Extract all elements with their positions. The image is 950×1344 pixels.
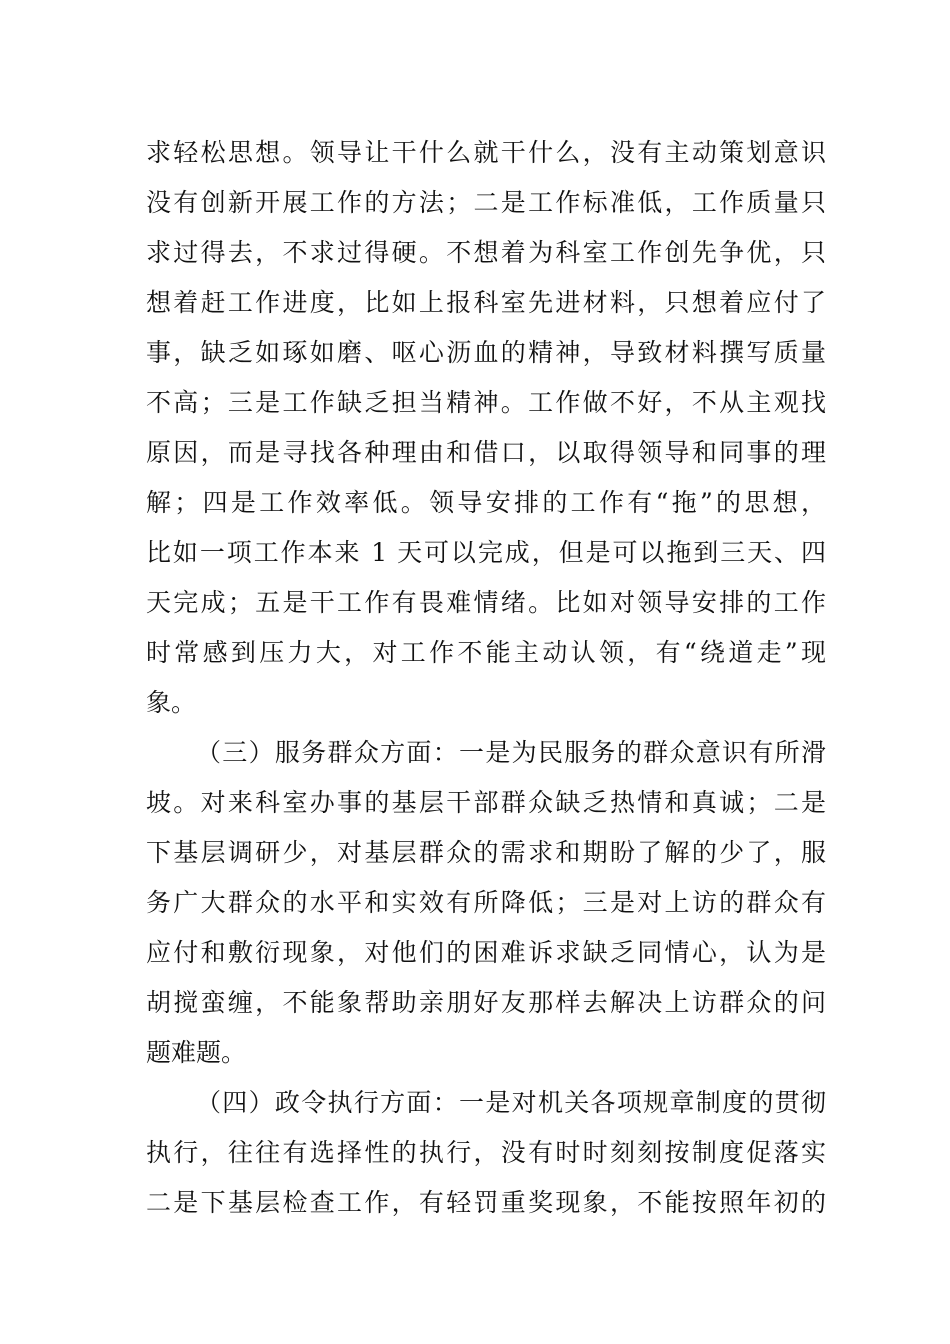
text-line: 务广大群众的水平和实效有所降低；三是对上访的群众有 [146,888,826,917]
text-line: 求轻松思想。领导让干什么就干什么，没有主动策划意识 [146,138,826,167]
text-line: 天完成；五是干工作有畏难情绪。比如对领导安排的工作 [146,588,826,617]
text-line: 执行，往往有选择性的执行，没有时时刻刻按制度促落实 [146,1138,826,1167]
text-line: 解；四是工作效率低。领导安排的工作有“拖”的思想， [146,488,826,517]
text-line: 事，缺乏如琢如磨、呕心沥血的精神，导致材料撰写质量 [146,338,826,367]
text-line: 时常感到压力大，对工作不能主动认领，有“绕道走”现 [146,638,826,667]
text-line: 比如一项工作本来 1 天可以完成，但是可以拖到三天、四 [146,538,826,567]
text-line: 象。 [146,688,197,717]
text-line: 下基层调研少，对基层群众的需求和期盼了解的少了，服 [146,838,826,867]
text-line: 不高；三是工作缺乏担当精神。工作做不好，不从主观找 [146,388,826,417]
text-line: 原因，而是寻找各种理由和借口，以取得领导和同事的理 [146,438,826,467]
section-heading-line: （三）服务群众方面：一是为民服务的群众意识有所滑 [196,738,826,767]
section-heading-line: （四）政令执行方面：一是对机关各项规章制度的贯彻 [196,1088,826,1117]
text-line: 题难题。 [146,1038,247,1067]
text-line: 想着赶工作进度，比如上报科室先进材料，只想着应付了 [146,288,826,317]
text-line: 应付和敷衍现象，对他们的困难诉求缺乏同情心，认为是 [146,938,826,967]
text-line: 二是下基层检查工作，有轻罚重奖现象，不能按照年初的 [146,1188,826,1217]
text-line: 求过得去，不求过得硬。不想着为科室工作创先争优，只 [146,238,826,267]
text-line: 胡搅蛮缠，不能象帮助亲朋好友那样去解决上访群众的问 [146,988,826,1017]
text-line: 没有创新开展工作的方法；二是工作标准低，工作质量只 [146,188,826,217]
text-line: 坡。对来科室办事的基层干部群众缺乏热情和真诚；二是 [146,788,826,817]
